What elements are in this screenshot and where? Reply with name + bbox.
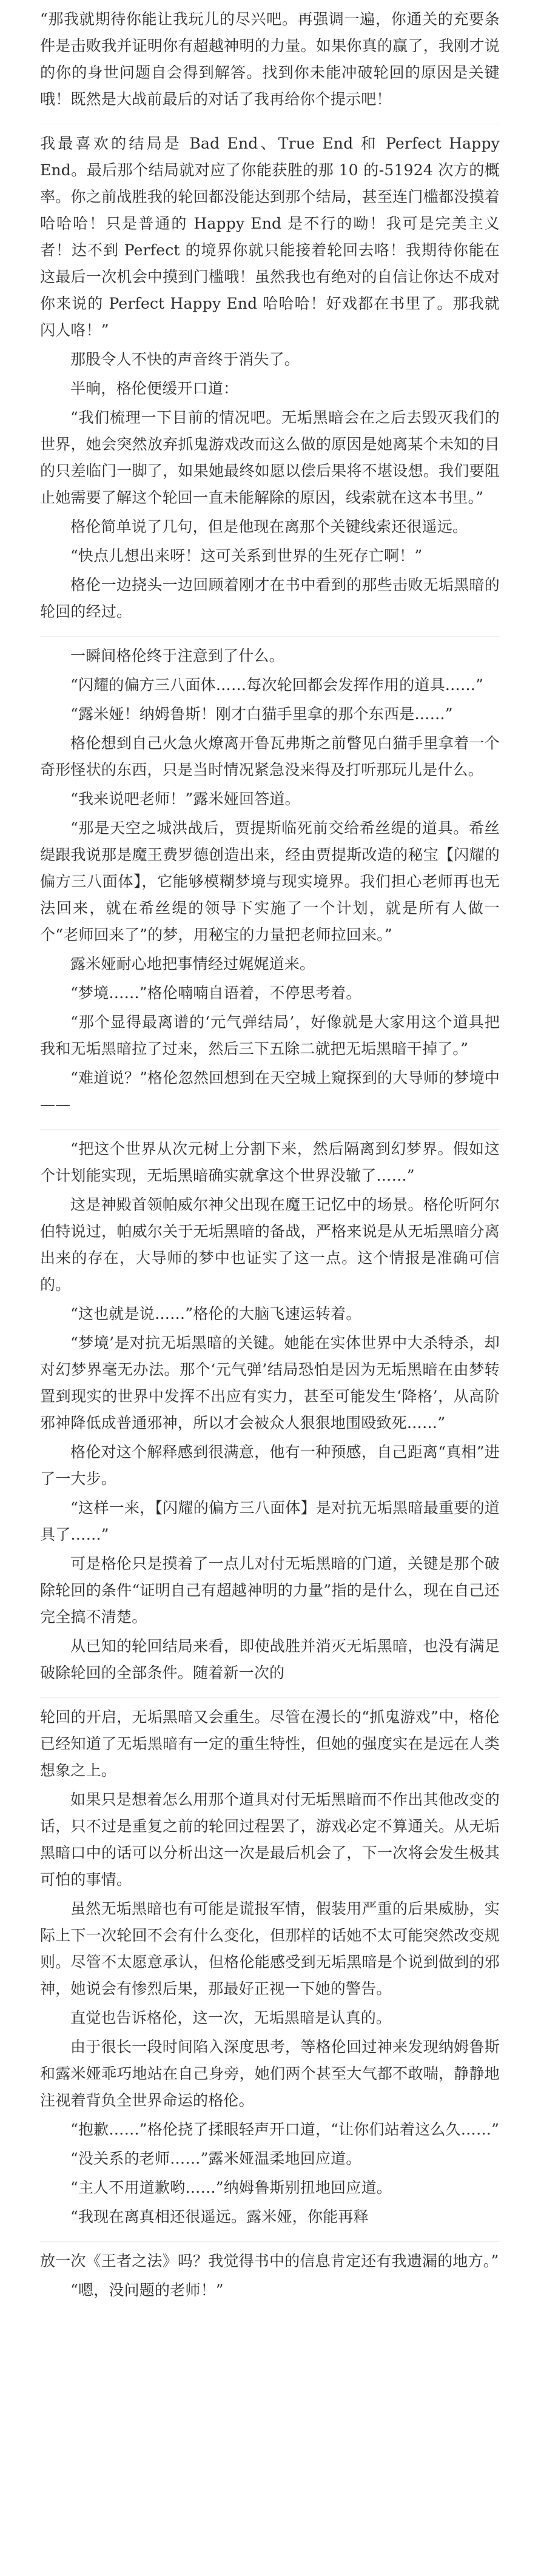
paragraph: 直觉也告诉格伦，这一次，无垢黑暗是认真的。 <box>70 2009 392 2027</box>
paragraph: “闪耀的偏方三八面体……每次轮回都会发挥作用的道具……” <box>70 676 484 694</box>
paragraph: “抱歉……”格伦挠了揉眼轻声开口道，“让你们站着这么久……” <box>70 2121 500 2138</box>
paragraph: 放一次《王者之法》吗？我觉得书中的信息肯定还有我遗漏的地方。” <box>40 2252 499 2270</box>
paragraph: “那是天空之城洪战后，贾提斯临死前交给希丝缇的道具。希丝缇跟我说那是魔王费罗德创造出来，经由贾提斯改造的秘宝【闪耀的偏方三八面体】，它能够模糊梦境与现实境界。我们担心老师再也无法回来，就在希丝缇的领导下实施了一个计划，就是所有人做一个“老师回来了”的梦，用秘宝的力量把老师拉回来。” <box>40 819 500 944</box>
paragraph: 虽然无垢黑暗也有可能是谎报军情，假装用严重的后果威胁，实际上下一次轮回不会有什么变化，但那样的话她不太可能突然改变规则。尽管不太愿意承认，但格伦能感受到无垢黑暗是个说到做到的邪神，她说会有惨烈后果，那最好正视一下她的警告。 <box>40 1900 500 1997</box>
paragraph: 格伦一边挠头一边回顾着刚才在书中看到的那些击败无垢黑暗的轮回的经过。 <box>40 576 500 620</box>
paragraph: “没关系的老师……”露米娅温柔地回应道。 <box>70 2150 361 2167</box>
paragraph: 格伦对这个解释感到很满意，他有一种预感，自己距离“真相”进了一大步。 <box>40 1443 500 1488</box>
paragraph: “快点儿想出来呀！这可关系到世界的生死存亡啊！” <box>70 547 423 565</box>
paragraph: 半晌，格伦便缓开口道： <box>70 380 239 397</box>
paragraph: 那股令人不快的声音终于消失了。 <box>70 351 300 368</box>
paragraph: 一瞬间格伦终于注意到了什么。 <box>70 647 284 665</box>
paragraph: 格伦简单说了几句，但是他现在离那个关键线索还很遥远。 <box>70 518 468 535</box>
paragraph: 从已知的轮回结局来看，即使战胜并消灭无垢黑暗，也没有满足破除轮回的全部条件。随着新一次的 <box>40 1637 500 1682</box>
paragraph: “主人不用道歉哟……”纳姆鲁斯别扭地回应道。 <box>70 2179 392 2196</box>
text-block <box>40 0 500 124</box>
paragraph: “我来说吧老师！”露米娅回答道。 <box>70 790 300 808</box>
paragraph: 可是格伦只是摸着了一点儿对付无垢黑暗的门道，关键是那个破除轮回的条件“证明自己有超越神明的力量”指的是什么，现在自己还完全搞不清楚。 <box>40 1555 500 1626</box>
paragraph: “梦境’是对抗无垢黑暗的关键。她能在实体世界中大杀特杀，却对幻梦界毫无办法。那个‘元气弹’结局恐怕是因为无垢黑暗在由梦转置到现实的世界中发挥不出应有实力，甚至可能发生‘降格’，从高阶邪神降低成普通邪神，所以才会被众人狠狠地围殴致死……” <box>40 1334 500 1432</box>
paragraph: “这也就是说……”格伦的大脑飞速运转着。 <box>70 1305 361 1323</box>
text-block <box>40 637 500 1130</box>
paragraph: 这是神殿首领帕威尔神父出现在魔王记忆中的场景。格伦听阿尔伯特说过，帕威尔关于无垢黑暗的备战，严格来说是从无垢黑暗分离出来的存在，大导师的梦中也证实了这一点。这个情报是准确可信的。 <box>40 1196 500 1293</box>
paragraph: 格伦想到自己火急火燎离开鲁瓦弗斯之前瞥见白猫手里拿着一个奇形怪状的东西，只是当时情况紧急没来得及打听那玩儿是什么。 <box>40 734 500 779</box>
paragraph: 如果只是想着怎么用那个道具对付无垢黑暗而不作出其他改变的话，只不过是重复之前的轮回过程罢了，游戏必定不算通关。从无垢黑暗口中的话可以分析出这一次是最后机会了，下一次将会发生极其可怕的事情。 <box>40 1791 500 1888</box>
paragraph: 露米娅耐心地把事情经过娓娓道来。 <box>70 955 315 973</box>
paragraph: “嗯，没问题的老师！” <box>70 2281 224 2299</box>
paragraph: “把这个世界从次元树上分割下来，然后隔离到幻梦界。假如这个计划能实现，无垢黑暗确实就拿这个世界没辙了……” <box>40 1140 500 1184</box>
paragraph: “露米娅！纳姆鲁斯！刚才白猫手里拿的那个东西是……” <box>70 705 453 723</box>
paragraph: “我现在离真相还很遥远。露米娅，你能再释 <box>70 2208 369 2225</box>
text-block <box>40 124 500 637</box>
text-block <box>40 2242 500 2315</box>
paragraph: “我们梳理一下目前的情况吧。无垢黑暗会在之后去毁灭我们的世界，她会突然放弃抓鬼游戏改而这么做的原因是她离某个未知的目的只差临门一脚了，如果她最终如愿以偿后果将不堪设想。我们要阻止她需要了解这个轮回一直未能解除的原因，线索就在这本书里。” <box>40 409 500 506</box>
paragraph: “那我就期待你能让我玩儿的尽兴吧。再强调一遍，你通关的充要条件是击败我并证明你有超越神明的力量。如果你真的赢了，我刚才说的你的身世问题自会得到解答。找到你未能冲破轮回的原因是关键哦！既然是大战前最后的对话了我再给你个提示吧！ <box>40 10 500 108</box>
paragraph: “这样一来，【闪耀的偏方三八面体】是对抗无垢黑暗最重要的道具了……” <box>40 1499 500 1543</box>
paragraph: “难道说？”格伦忽然回想到在天空城上窥探到的大导师的梦境中—— <box>40 1069 500 1113</box>
paragraph: 轮回的开启，无垢黑暗又会重生。尽管在漫长的“抓鬼游戏”中，格伦已经知道了无垢黑暗有一定的重生特性，但她的强度实在是远在人类想象之上。 <box>40 1708 500 1779</box>
paragraph: 由于很长一段时间陷入深度思考，等格伦回过神来发现纳姆鲁斯和露米娅乖巧地站在自己身旁，她们两个甚至大气都不敢喘，静静地注视着背负全世界命运的格伦。 <box>40 2038 500 2109</box>
paragraph: “那个显得最离谱的‘元气弹结局’，好像就是大家用这个道具把我和无垢黑暗拉了过来，然后三下五除二就把无垢黑暗干掉了。” <box>40 1013 500 1058</box>
text-block <box>40 1130 500 1698</box>
paragraph: 我最喜欢的结局是 Bad End、True End 和 Perfect Happy End。最后那个结局就对应了你能获胜的那 10 的-51924 次方的概率。你之前战胜我的轮回都没能达到那个结局，甚至连门槛都没摸着哈哈哈！只是普通的 Happy End 是不行的呦！我可是完美主义者！达不到 Perfect 的境界你就只能接着轮回去咯！我期待你能在这最后一次机会中摸到门槛哦！虽然我也有绝对的自信让你达不成对你来说的 Perfect Happy End 哈哈哈！好戏都在书里了。那我就闪人咯！” <box>40 135 500 339</box>
paragraph: “梦境……”格伦喃喃自语着，不停思考着。 <box>70 984 361 1002</box>
text-block <box>40 1698 500 2242</box>
